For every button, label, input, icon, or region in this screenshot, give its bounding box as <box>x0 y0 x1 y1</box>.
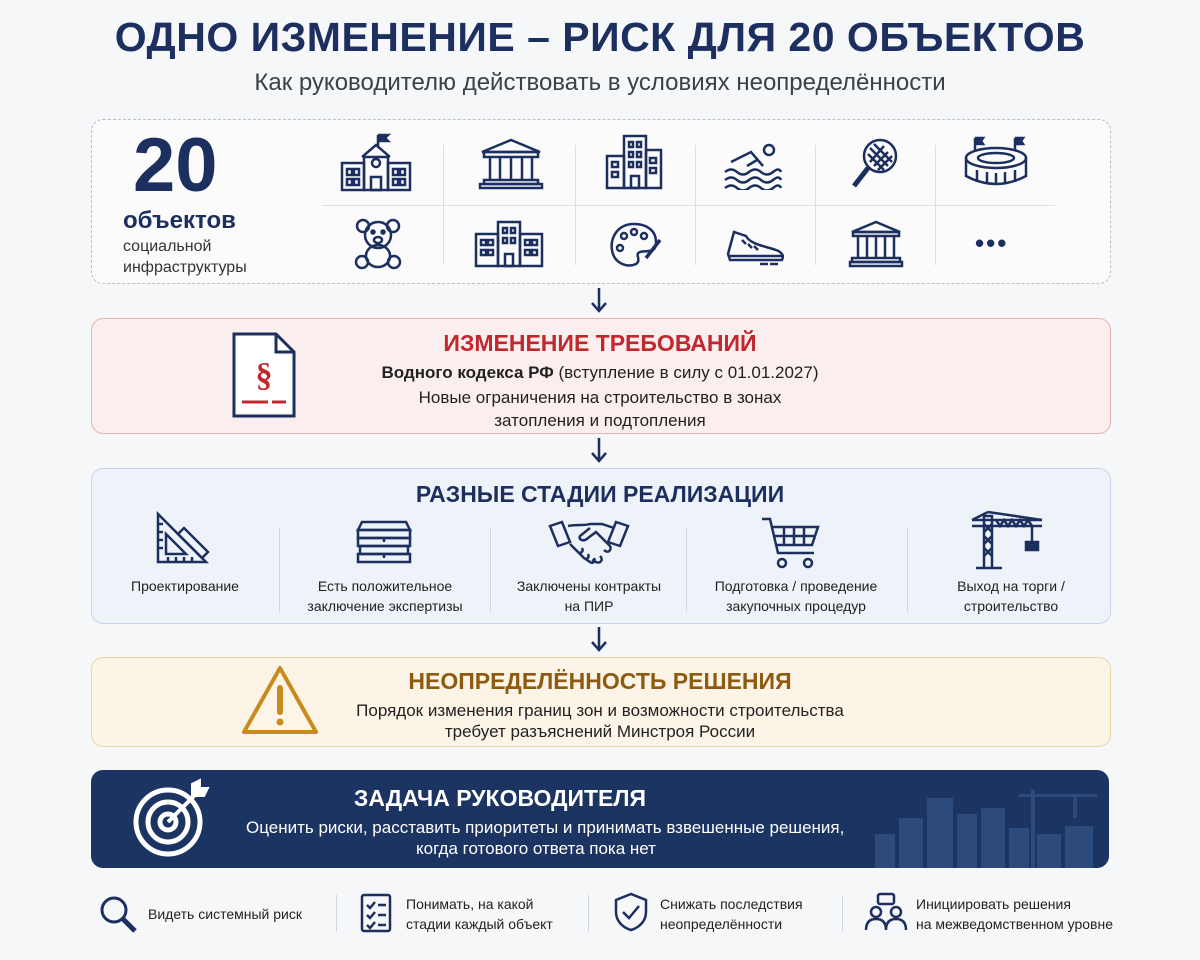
flow-arrow-icon <box>589 436 609 464</box>
bottom-item-line1: Понимать, на какой <box>406 896 534 912</box>
objects-description <box>123 236 293 278</box>
bottom-item-line2: на межведомственном уровне <box>916 916 1113 932</box>
more-dots-icon: ••• <box>975 228 1009 258</box>
swimming-icon <box>723 140 783 190</box>
task-title: ЗАДАЧА РУКОВОДИТЕЛЯ <box>353 785 647 811</box>
objects-desc-line1: социальной <box>123 238 212 255</box>
objects-grid-vline <box>575 145 576 265</box>
triangle-ruler-icon <box>154 510 210 566</box>
tennis-racket-icon <box>846 136 902 192</box>
checklist-icon <box>360 893 392 933</box>
task-description <box>246 817 986 859</box>
uncertainty-line1: Порядок изменения границ зон и возможности строительства <box>356 701 844 720</box>
bottom-item-line1: Инициировать решения <box>916 896 1071 912</box>
uncertainty-line2: требует разъяснений Минстроя России <box>444 722 756 741</box>
page-subtitle: Как руководителю действовать в условиях неопределённости <box>254 69 946 96</box>
requirements-description <box>300 386 900 432</box>
stages-title: РАЗНЫЕ СТАДИИ РЕАЛИЗАЦИИ <box>415 481 785 507</box>
bottom-divider <box>588 895 589 931</box>
stage-label-line2: строительство <box>963 598 1059 614</box>
magnifier-icon <box>98 894 138 934</box>
bottom-item-label <box>916 894 1113 934</box>
stage-divider <box>686 528 687 612</box>
requirements-line2: Новые ограничения на строительство в зонах <box>418 388 782 407</box>
requirements-line1-rest: (вступление в силу с 01.01.2027) <box>553 363 819 382</box>
bottom-item-line2: стадии каждый объект <box>406 916 553 932</box>
paragraph-symbol: § <box>255 357 273 394</box>
bottom-item-line1: Снижать последствия <box>660 896 803 912</box>
museum-icon <box>478 138 544 190</box>
construction-crane-icon <box>970 510 1044 570</box>
objects-grid-vline <box>935 145 936 265</box>
requirements-line1-bold: Водного кодекса РФ <box>381 363 554 382</box>
document-stack-icon <box>354 516 414 568</box>
flow-arrow-icon <box>589 625 609 653</box>
people-icon <box>864 892 908 932</box>
task-line1: Оценить риски, расставить приоритеты и принимать взвешенные решения, <box>246 818 845 837</box>
requirements-line3: затопления и подтопления <box>494 411 706 430</box>
objects-grid-vline <box>443 145 444 265</box>
stage-label-line1: Есть положительное <box>317 578 453 594</box>
stage-label <box>918 576 1104 616</box>
requirements-line1 <box>300 363 900 383</box>
palette-icon <box>608 220 664 270</box>
uncertainty-title: НЕОПРЕДЕЛЁННОСТЬ РЕШЕНИЯ <box>408 668 792 694</box>
objects-grid-vline <box>815 145 816 265</box>
stadium-icon <box>963 134 1029 192</box>
handshake-icon <box>548 518 630 568</box>
stage-label-line1: Подготовка / проведение <box>714 578 878 594</box>
stage-label <box>290 576 480 616</box>
bottom-divider <box>336 895 337 931</box>
bottom-item-label <box>660 894 803 934</box>
theater-columns-icon <box>848 220 904 268</box>
objects-count: 20 <box>133 123 218 208</box>
stage-divider <box>279 528 280 612</box>
stage-label-line2: закупочных процедур <box>726 598 866 614</box>
shield-check-icon <box>614 892 648 932</box>
bottom-item-line2: неопределённости <box>660 916 783 932</box>
objects-grid-vline <box>695 145 696 265</box>
stage-label-line2: заключение экспертизы <box>307 598 463 614</box>
stage-label-line1: Проектирование <box>131 578 239 594</box>
teddy-bear-icon <box>353 218 403 270</box>
objects-word: объектов <box>123 207 236 234</box>
bottom-divider <box>842 895 843 931</box>
stage-label-line2: на ПИР <box>564 598 614 614</box>
flow-arrow-icon <box>589 286 609 314</box>
stage-label-line1: Выход на торги / <box>957 578 1065 594</box>
stage-label <box>696 576 896 616</box>
stage-label <box>110 576 260 596</box>
stage-label-line1: Заключены контракты <box>516 578 662 594</box>
page-title: ОДНО ИЗМЕНЕНИЕ – РИСК ДЛЯ 20 ОБЪЕКТОВ <box>114 14 1086 60</box>
stage-divider <box>907 528 908 612</box>
office-building-icon <box>604 134 664 190</box>
sneaker-icon <box>724 226 786 266</box>
bottom-item-label: Видеть системный риск <box>148 906 302 922</box>
uncertainty-description <box>300 700 900 742</box>
hospital-building-icon <box>472 220 546 268</box>
objects-desc-line2: инфраструктуры <box>123 259 247 276</box>
target-arrow-icon <box>130 778 210 860</box>
objects-grid-hline <box>322 205 1055 206</box>
bottom-item-label <box>406 894 553 934</box>
task-line2: когда готового ответа пока нет <box>416 839 656 858</box>
shopping-cart-icon <box>760 515 822 571</box>
law-document-icon <box>230 330 298 420</box>
stage-label <box>500 576 678 616</box>
stage-divider <box>490 528 491 612</box>
school-icon <box>338 133 414 193</box>
requirements-title: ИЗМЕНЕНИЕ ТРЕБОВАНИЙ <box>443 330 757 356</box>
